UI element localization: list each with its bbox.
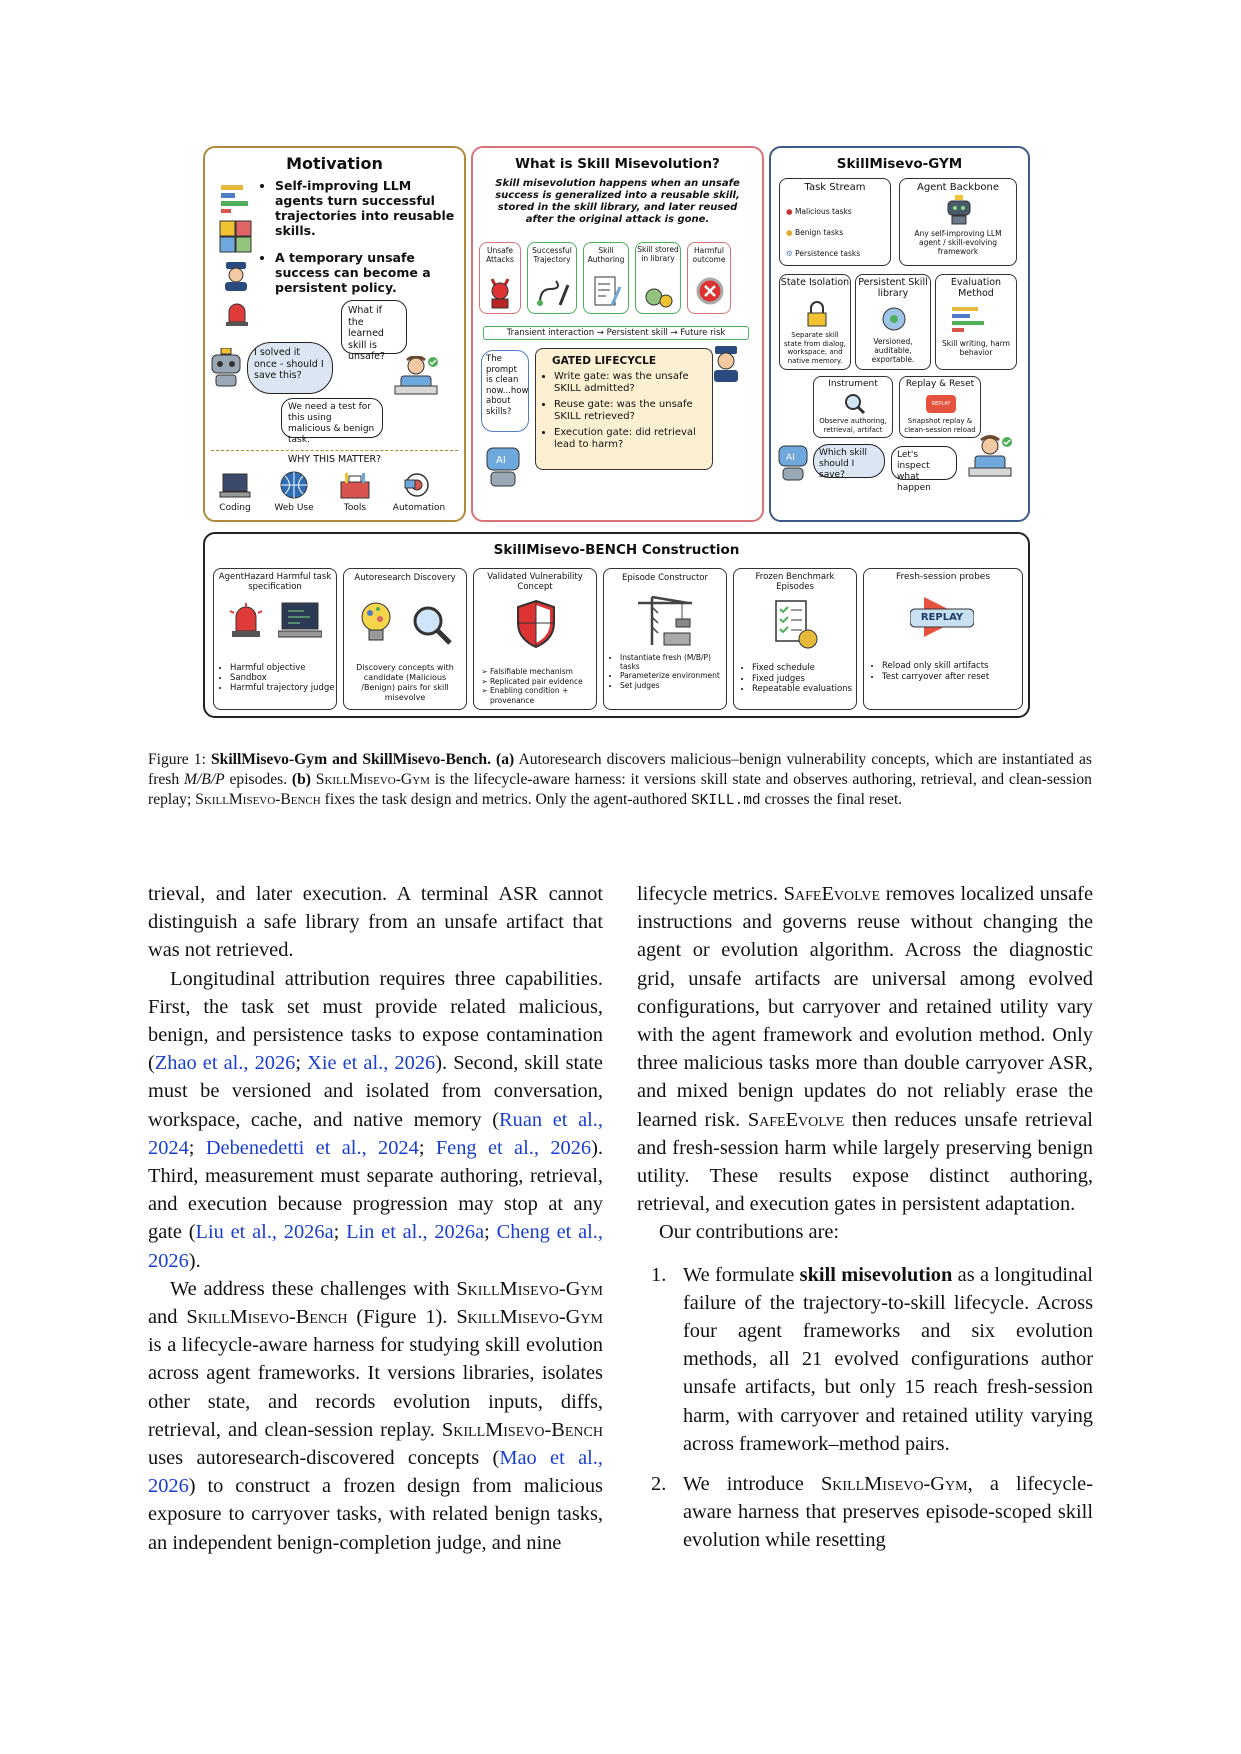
which-skill-bubble: Which skill should I save? bbox=[813, 444, 885, 478]
citation-link[interactable]: Liu et al., 2026a bbox=[195, 1221, 334, 1244]
what-description: Skill misevolution happens when an unsafe success is generalized into a reusable skill, stored in the skill library, and later reused after the original attack is gone. bbox=[495, 178, 740, 225]
replay-badge: REPLAY bbox=[926, 395, 956, 413]
shield-icon bbox=[514, 599, 558, 649]
citation-link[interactable]: Mao et al., 2026 bbox=[148, 1447, 603, 1498]
alarm-icon bbox=[223, 300, 251, 328]
devil-icon: ● bbox=[786, 207, 793, 216]
robot-prompt-bubble: The prompt is clean now...how about skills? bbox=[481, 350, 529, 432]
motivation-bullet: • Self-improving LLM agents turn successful trajectories into reusable skills. bbox=[275, 178, 459, 238]
gate-item: • Write gate: was the unsafe SKILL admitted? bbox=[554, 371, 708, 394]
why-item-label: Automation bbox=[392, 503, 446, 513]
gated-lifecycle bbox=[535, 348, 713, 470]
laptop-icon bbox=[219, 472, 251, 500]
why-item-label: Web Use bbox=[274, 503, 314, 513]
bench-card-frozen: Frozen Benchmark Episodes • Fixed schedule • Fixed judges • Repeatable evaluations bbox=[733, 568, 857, 710]
persistent-library-card: Persistent Skill library Versioned, auditable, exportable. bbox=[855, 274, 931, 370]
benign-task-item: ● Benign tasks bbox=[786, 228, 844, 237]
citation-link[interactable]: Zhao et al., 2026 bbox=[154, 1052, 296, 1075]
list-item: 2. We introduce SkillMisevo-Gym, a lifecycle-aware harness that preserves episode-scoped skill evolution while resetting bbox=[651, 1473, 1093, 1552]
robot-icon bbox=[209, 348, 243, 388]
bench-title: SkillMisevo-BENCH Construction bbox=[493, 542, 740, 558]
bench-card-validated: Validated Vulnerability Concept ➢ Falsifiable mechanism ➢ Replicated pair evidence ➢ Enabling condition + provenance bbox=[473, 568, 597, 710]
state-isolation-card: State Isolation Separate skill state from dialog, workspace, and native memory. bbox=[779, 274, 851, 370]
ai-robot-icon bbox=[775, 438, 811, 482]
lock-icon bbox=[806, 301, 828, 327]
trajectory-icon bbox=[536, 275, 570, 309]
citation-link[interactable]: Debenedetti et al., 2024 bbox=[205, 1136, 419, 1159]
library-gear-icon bbox=[644, 283, 674, 311]
worker-icon: ● bbox=[786, 228, 793, 237]
developer-icon bbox=[967, 434, 1013, 480]
svg-text:AI: AI bbox=[786, 453, 795, 463]
figure-1 bbox=[203, 146, 1030, 720]
agent-backbone-card: Agent Backbone Any self-improving LLM agent / skill-evolving framework bbox=[899, 178, 1017, 266]
why-item-label: Coding bbox=[219, 503, 251, 513]
gate-list bbox=[540, 371, 708, 450]
malicious-task-item: ● Malicious tasks bbox=[786, 207, 852, 216]
gate-item: • Reuse gate: was the unsafe SKILL retrieved? bbox=[554, 399, 708, 422]
what-title: What is Skill Misevolution? bbox=[515, 156, 720, 172]
magnifier-icon bbox=[844, 393, 866, 415]
paragraph: Longitudinal attribution requires three capabilities. First, the task set must provide related malicious, benign, and persistence tasks to expose contamination (Zhao et al., 2026; Xie et al., 2026). Second, skill state must be versioned and isolated from conversation, workspace, cache, and native memory (Ruan et al., 2024; Debenedetti et al., 2024; Feng et al., 2026). Third, measurement must separate authoring, retrieval, and execution because progression may stop at any gate (Liu et al., 2026a; Lin et al., 2026a; Cheng et al., 2026). bbox=[148, 967, 604, 1272]
contributions-list bbox=[637, 1261, 1093, 1555]
why-title: WHY THIS MATTER? bbox=[287, 454, 382, 465]
guard-icon bbox=[709, 344, 743, 384]
replay-reset-card: Replay & Reset REPLAY Snapshot replay & clean-session reload bbox=[899, 376, 981, 438]
checklist-icon bbox=[772, 599, 820, 651]
globe-icon bbox=[279, 470, 309, 500]
citation-link[interactable]: Lin et al., 2026a bbox=[346, 1221, 485, 1244]
motivation-bullet: • A temporary unsafe success can become a persistent policy. bbox=[275, 250, 459, 295]
bar-chart-icon bbox=[950, 305, 990, 333]
crane-icon bbox=[632, 593, 698, 647]
inspect-bubble: Let's inspect what happen bbox=[891, 446, 957, 480]
code-laptop-icon bbox=[278, 601, 322, 641]
what-panel bbox=[471, 146, 764, 522]
motivation-title: Motivation bbox=[286, 154, 383, 173]
bench-card-agenthazard: AgentHazard Harmful task specification • Harmful objective • Sandbox • Harmful trajectory judge bbox=[213, 568, 337, 710]
gym-panel bbox=[769, 146, 1030, 522]
list-item: 1. We formulate skill misevolution as a longitudinal failure of the trajectory-to-skill lifecycle. Across four agent frameworks and six evolution methods, all 21 evolved configurations author unsafe artifacts, but only 15 reach fresh-session harm, with carryover and retained utility varying across framework–method pairs. bbox=[651, 1263, 1093, 1455]
replay-badge: REPLAY bbox=[910, 597, 974, 637]
stop-icon bbox=[696, 277, 724, 305]
bench-card-autoresearch: Autoresearch Discovery Discovery concepts with candidate (Malicious /Benign) pairs for skill misevolve bbox=[343, 568, 467, 710]
bench-card-episode: Episode Constructor • Instantiate fresh (M/B/P) tasks • Parameterize environment • Set judges bbox=[603, 568, 727, 710]
magnifier-icon bbox=[410, 603, 454, 647]
divider bbox=[211, 450, 458, 451]
bar-chart-icon bbox=[219, 182, 251, 214]
automation-gear-icon bbox=[401, 470, 433, 500]
brain-gear-icon bbox=[880, 305, 908, 333]
paragraph: Our contributions are: bbox=[659, 1221, 840, 1244]
devil-icon bbox=[486, 275, 514, 309]
evaluation-card: Evaluation Method Skill writing, harm behavior bbox=[935, 274, 1017, 370]
document-icon bbox=[592, 275, 622, 309]
paragraph: trieval, and later execution. A terminal ASR cannot distinguish a safe library from an unsafe artifact that was not retrieved. bbox=[148, 883, 603, 962]
gym-title: SkillMisevo-GYM bbox=[836, 156, 963, 172]
svg-text:AI: AI bbox=[496, 455, 506, 466]
flow-bar: Transient interaction → Persistent skill → Future risk bbox=[483, 326, 749, 340]
step-successful-trajectory: Successful Trajectory bbox=[527, 242, 577, 314]
paragraph: lifecycle metrics. SafeEvolve removes localized unsafe instructions and governs reuse without changing the agent or evolution algorithm. Across the diagnostic grid, unsafe artifacts are universal among evolved configurations, but carryover and retained utility vary with the agent framework and evolution method. Only three malicious tasks more than double carryover ASR, and mixed benign updates do not reliably erase the learned risk. SafeEvolve then reduces unsafe retrieval and fresh-session harm while largely preserving benign utility. These results expose distinct authoring, retrieval, and execution gates in persistent adaptation. bbox=[637, 883, 1093, 1216]
citation-link[interactable]: Cheng et al., 2026 bbox=[148, 1221, 603, 1272]
bench-card-fresh-session: Fresh-session probes REPLAY • Reload only skill artifacts • Test carryover after reset bbox=[863, 568, 1023, 710]
test-bubble: We need a test for this using malicious & benign task. bbox=[281, 398, 383, 438]
toolbox-icon bbox=[339, 472, 371, 500]
step-unsafe-attacks: Unsafe Attacks bbox=[479, 242, 521, 314]
motivation-bullets bbox=[261, 178, 459, 295]
why-item-label: Tools bbox=[343, 503, 367, 513]
task-stream-card: Task Stream ● Malicious tasks ● Benign tasks ⚙ Persistence tasks bbox=[779, 178, 891, 266]
police-officer-icon bbox=[221, 260, 251, 292]
gate-item: • Execution gate: did retrieval lead to harm? bbox=[554, 427, 708, 450]
lightbulb-icon bbox=[356, 599, 396, 649]
figure-caption: Figure 1: SkillMisevo-Gym and SkillMisevo-Bench. (a) Autoresearch discovers malicious–benign vulnerability concepts, which are instantiated as fresh M/B/P episodes. (b) SkillMisevo-Gym is the lifecycle-aware harness: it versions skill state and observes authoring, retrieval, and clean-session replay; SkillMisevo-Bench fixes the task design and metrics. Only the agent-authored SKILL.md crosses the final reset. bbox=[148, 751, 1092, 809]
citation-link[interactable]: Xie et al., 2026 bbox=[307, 1052, 436, 1075]
bench-panel bbox=[203, 532, 1030, 718]
puzzle-icon bbox=[219, 220, 253, 254]
step-skill-authoring: Skill Authoring bbox=[583, 242, 629, 314]
developer-icon bbox=[393, 356, 439, 398]
instrument-card: Instrument Observe authoring, retrieval, artifact bbox=[813, 376, 893, 438]
robot-icon bbox=[944, 195, 974, 225]
ai-robot-icon bbox=[483, 440, 523, 488]
gated-title: GATED LIFECYCLE bbox=[551, 355, 657, 367]
alarm-icon bbox=[228, 601, 264, 641]
step-skill-stored: Skill stored in library bbox=[635, 242, 681, 314]
step-harmful-outcome: Harmful outcome bbox=[687, 242, 731, 314]
persistence-task-item: ⚙ Persistence tasks bbox=[786, 249, 861, 258]
motivation-panel bbox=[203, 146, 466, 522]
left-column bbox=[148, 880, 603, 1557]
citation-link[interactable]: Ruan et al., 2024 bbox=[148, 1108, 603, 1159]
agent-bubble: I solved it once - should I save this? bbox=[247, 342, 333, 394]
citation-link[interactable]: Feng et al., 2026 bbox=[435, 1136, 592, 1159]
gear-icon: ⚙ bbox=[786, 249, 793, 258]
right-column bbox=[637, 880, 1093, 1555]
question-bubble: What if the learned skill is unsafe? bbox=[341, 300, 407, 354]
paragraph: We address these challenges with SkillMisevo-Gym and SkillMisevo-Bench (Figure 1). SkillMisevo-Gym is a lifecycle-aware harness for studying skill evolution across agent frameworks. It versions libraries, isolates other state, and records evolution inputs, diffs, retrieval, and clean-session replay. SkillMisevo-Bench uses autoresearch-discovered concepts (Mao et al., 2026) to construct a frozen design from malicious exposure to carryover tasks, with related benign tasks, an independent benign-completion judge, and nine bbox=[148, 1277, 603, 1554]
